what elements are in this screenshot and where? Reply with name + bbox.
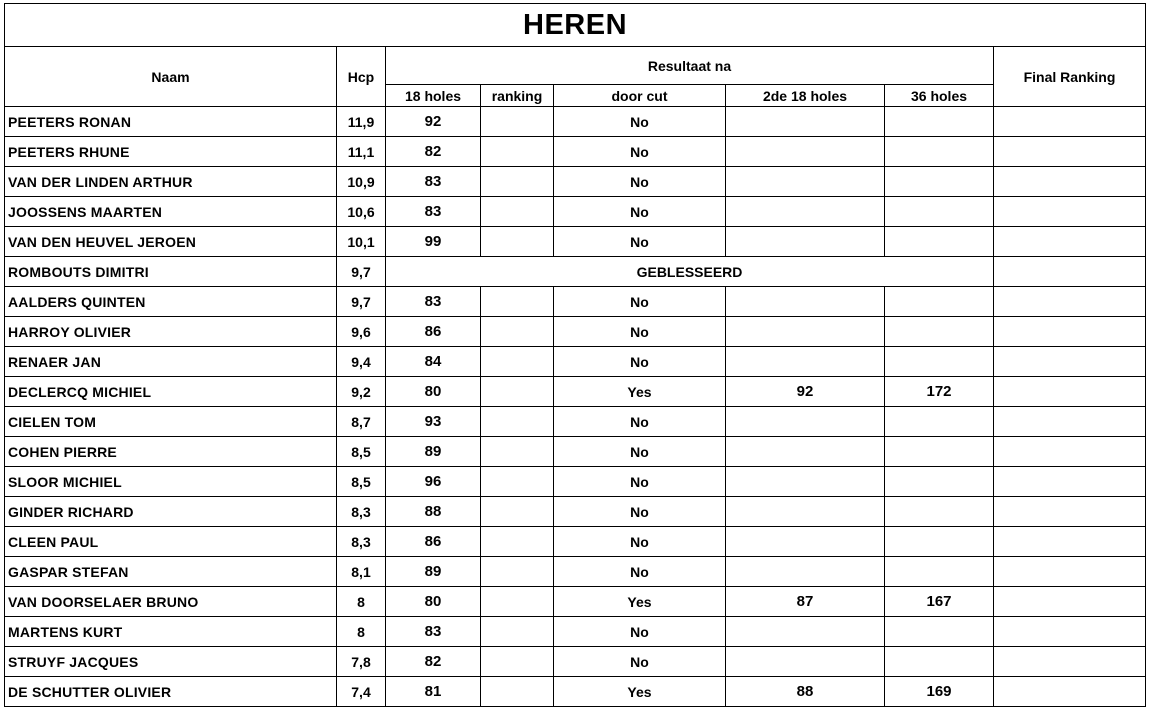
score-2de-18-holes [726, 647, 885, 677]
player-hcp: 8,3 [337, 527, 386, 557]
header-2de-18-holes: 2de 18 holes [726, 85, 885, 107]
final-ranking-cell [994, 197, 1146, 227]
ranking-cell [481, 407, 554, 437]
table-row [5, 557, 1146, 587]
score-36-holes [885, 227, 994, 257]
table-row [5, 497, 1146, 527]
table-row [5, 467, 1146, 497]
final-ranking-cell [994, 557, 1146, 587]
door-cut-cell: No [554, 647, 726, 677]
score-36-holes [885, 467, 994, 497]
final-ranking-cell [994, 587, 1146, 617]
table-row [5, 257, 1146, 287]
player-hcp: 11,1 [337, 137, 386, 167]
player-name: VAN DER LINDEN ARTHUR [5, 167, 337, 197]
door-cut-cell: No [554, 167, 726, 197]
player-hcp: 7,8 [337, 647, 386, 677]
table-row [5, 287, 1146, 317]
score-36-holes [885, 347, 994, 377]
score-36-holes [885, 557, 994, 587]
score-2de-18-holes [726, 617, 885, 647]
ranking-cell [481, 197, 554, 227]
score-2de-18-holes [726, 167, 885, 197]
score-2de-18-holes [726, 437, 885, 467]
table-row [5, 647, 1146, 677]
table-row [5, 407, 1146, 437]
ranking-cell [481, 557, 554, 587]
ranking-cell [481, 167, 554, 197]
door-cut-cell: No [554, 527, 726, 557]
table-row [5, 317, 1146, 347]
player-hcp: 7,4 [337, 677, 386, 707]
header-naam: Naam [5, 47, 337, 107]
score-18-holes: 89 [386, 437, 481, 467]
score-18-holes: 88 [386, 497, 481, 527]
player-name: COHEN PIERRE [5, 437, 337, 467]
player-name: DE SCHUTTER OLIVIER [5, 677, 337, 707]
ranking-cell [481, 587, 554, 617]
score-36-holes [885, 647, 994, 677]
score-18-holes: 83 [386, 197, 481, 227]
door-cut-cell: No [554, 467, 726, 497]
table-row [5, 527, 1146, 557]
score-36-holes [885, 497, 994, 527]
score-2de-18-holes [726, 107, 885, 137]
table-row [5, 347, 1146, 377]
ranking-cell [481, 227, 554, 257]
score-36-holes [885, 107, 994, 137]
final-ranking-cell [994, 377, 1146, 407]
player-hcp: 9,2 [337, 377, 386, 407]
final-ranking-cell [994, 167, 1146, 197]
final-ranking-cell [994, 617, 1146, 647]
player-hcp: 10,6 [337, 197, 386, 227]
score-18-holes: 93 [386, 407, 481, 437]
player-name: CIELEN TOM [5, 407, 337, 437]
table-row [5, 167, 1146, 197]
final-ranking-cell [994, 677, 1146, 707]
score-2de-18-holes: 88 [726, 677, 885, 707]
player-name: VAN DOORSELAER BRUNO [5, 587, 337, 617]
score-18-holes: 84 [386, 347, 481, 377]
door-cut-cell: Yes [554, 677, 726, 707]
ranking-cell [481, 527, 554, 557]
ranking-cell [481, 617, 554, 647]
table-row [5, 107, 1146, 137]
player-hcp: 9,7 [337, 287, 386, 317]
door-cut-cell: No [554, 497, 726, 527]
header-hcp: Hcp [337, 47, 386, 107]
door-cut-cell: No [554, 287, 726, 317]
score-18-holes: 82 [386, 137, 481, 167]
score-18-holes: 89 [386, 557, 481, 587]
door-cut-cell: No [554, 407, 726, 437]
ranking-cell [481, 137, 554, 167]
score-36-holes [885, 527, 994, 557]
score-18-holes: 81 [386, 677, 481, 707]
ranking-cell [481, 317, 554, 347]
final-ranking-cell [994, 497, 1146, 527]
player-name: AALDERS QUINTEN [5, 287, 337, 317]
score-2de-18-holes [726, 137, 885, 167]
player-hcp: 8,5 [337, 437, 386, 467]
score-36-holes [885, 137, 994, 167]
score-18-holes: 83 [386, 287, 481, 317]
score-2de-18-holes [726, 227, 885, 257]
score-18-holes: 86 [386, 527, 481, 557]
score-36-holes [885, 197, 994, 227]
player-name: GINDER RICHARD [5, 497, 337, 527]
door-cut-cell: Yes [554, 587, 726, 617]
ranking-cell [481, 377, 554, 407]
player-name: PEETERS RONAN [5, 107, 337, 137]
header-18-holes: 18 holes [386, 85, 481, 107]
score-36-holes: 167 [885, 587, 994, 617]
score-2de-18-holes [726, 197, 885, 227]
final-ranking-cell [994, 137, 1146, 167]
player-name: PEETERS RHUNE [5, 137, 337, 167]
final-ranking-cell [994, 287, 1146, 317]
score-2de-18-holes [726, 317, 885, 347]
results-body [5, 107, 1146, 707]
header-36-holes: 36 holes [885, 85, 994, 107]
score-18-holes: 99 [386, 227, 481, 257]
score-2de-18-holes [726, 467, 885, 497]
player-hcp: 8,1 [337, 557, 386, 587]
player-name: STRUYF JACQUES [5, 647, 337, 677]
score-2de-18-holes: 92 [726, 377, 885, 407]
results-table [4, 3, 1146, 707]
score-18-holes: 92 [386, 107, 481, 137]
player-name: SLOOR MICHIEL [5, 467, 337, 497]
player-hcp: 8,5 [337, 467, 386, 497]
door-cut-cell: No [554, 137, 726, 167]
table-row [5, 197, 1146, 227]
final-ranking-cell [994, 527, 1146, 557]
door-cut-cell: No [554, 557, 726, 587]
ranking-cell [481, 497, 554, 527]
score-2de-18-holes [726, 407, 885, 437]
player-name: ROMBOUTS DIMITRI [5, 257, 337, 287]
player-name: GASPAR STEFAN [5, 557, 337, 587]
status-note: GEBLESSEERD [386, 257, 994, 287]
player-hcp: 8 [337, 617, 386, 647]
door-cut-cell: No [554, 317, 726, 347]
player-hcp: 8,7 [337, 407, 386, 437]
final-ranking-cell [994, 227, 1146, 257]
final-ranking-cell [994, 467, 1146, 497]
score-18-holes: 96 [386, 467, 481, 497]
door-cut-cell: No [554, 227, 726, 257]
ranking-cell [481, 437, 554, 467]
door-cut-cell: No [554, 617, 726, 647]
header-final-ranking: Final Ranking [994, 47, 1146, 107]
score-36-holes [885, 617, 994, 647]
player-hcp: 9,4 [337, 347, 386, 377]
door-cut-cell: No [554, 107, 726, 137]
table-row [5, 377, 1146, 407]
score-2de-18-holes [726, 527, 885, 557]
player-hcp: 10,1 [337, 227, 386, 257]
player-name: VAN DEN HEUVEL JEROEN [5, 227, 337, 257]
score-2de-18-holes [726, 497, 885, 527]
final-ranking-cell [994, 647, 1146, 677]
player-hcp: 9,7 [337, 257, 386, 287]
player-hcp: 9,6 [337, 317, 386, 347]
header-door-cut: door cut [554, 85, 726, 107]
player-hcp: 11,9 [337, 107, 386, 137]
player-hcp: 8,3 [337, 497, 386, 527]
final-ranking-cell [994, 317, 1146, 347]
final-ranking-cell [994, 437, 1146, 467]
score-18-holes: 83 [386, 167, 481, 197]
score-36-holes [885, 167, 994, 197]
score-18-holes: 86 [386, 317, 481, 347]
header-ranking: ranking [481, 85, 554, 107]
ranking-cell [481, 467, 554, 497]
table-row [5, 437, 1146, 467]
score-36-holes [885, 437, 994, 467]
score-36-holes [885, 317, 994, 347]
table-row [5, 137, 1146, 167]
door-cut-cell: Yes [554, 377, 726, 407]
ranking-cell [481, 647, 554, 677]
player-name: CLEEN PAUL [5, 527, 337, 557]
ranking-cell [481, 347, 554, 377]
score-2de-18-holes [726, 287, 885, 317]
results-sheet [4, 3, 1145, 707]
table-row [5, 617, 1146, 647]
player-hcp: 10,9 [337, 167, 386, 197]
player-name: DECLERCQ MICHIEL [5, 377, 337, 407]
door-cut-cell: No [554, 197, 726, 227]
score-18-holes: 80 [386, 587, 481, 617]
door-cut-cell: No [554, 347, 726, 377]
score-18-holes: 83 [386, 617, 481, 647]
ranking-cell [481, 287, 554, 317]
door-cut-cell: No [554, 437, 726, 467]
score-36-holes [885, 407, 994, 437]
final-ranking-cell [994, 407, 1146, 437]
table-row [5, 227, 1146, 257]
score-2de-18-holes: 87 [726, 587, 885, 617]
table-row [5, 677, 1146, 707]
final-ranking-cell [994, 347, 1146, 377]
score-36-holes [885, 287, 994, 317]
page-title: HEREN [5, 4, 1146, 47]
ranking-cell [481, 677, 554, 707]
final-ranking-cell [994, 107, 1146, 137]
ranking-cell [481, 107, 554, 137]
player-name: RENAER JAN [5, 347, 337, 377]
score-36-holes: 172 [885, 377, 994, 407]
score-18-holes: 80 [386, 377, 481, 407]
player-name: MARTENS KURT [5, 617, 337, 647]
table-row [5, 587, 1146, 617]
player-hcp: 8 [337, 587, 386, 617]
score-2de-18-holes [726, 347, 885, 377]
header-resultaat-na: Resultaat na [386, 47, 994, 85]
player-name: HARROY OLIVIER [5, 317, 337, 347]
player-name: JOOSSENS MAARTEN [5, 197, 337, 227]
score-36-holes: 169 [885, 677, 994, 707]
score-2de-18-holes [726, 557, 885, 587]
score-18-holes: 82 [386, 647, 481, 677]
final-ranking-cell [994, 257, 1146, 287]
